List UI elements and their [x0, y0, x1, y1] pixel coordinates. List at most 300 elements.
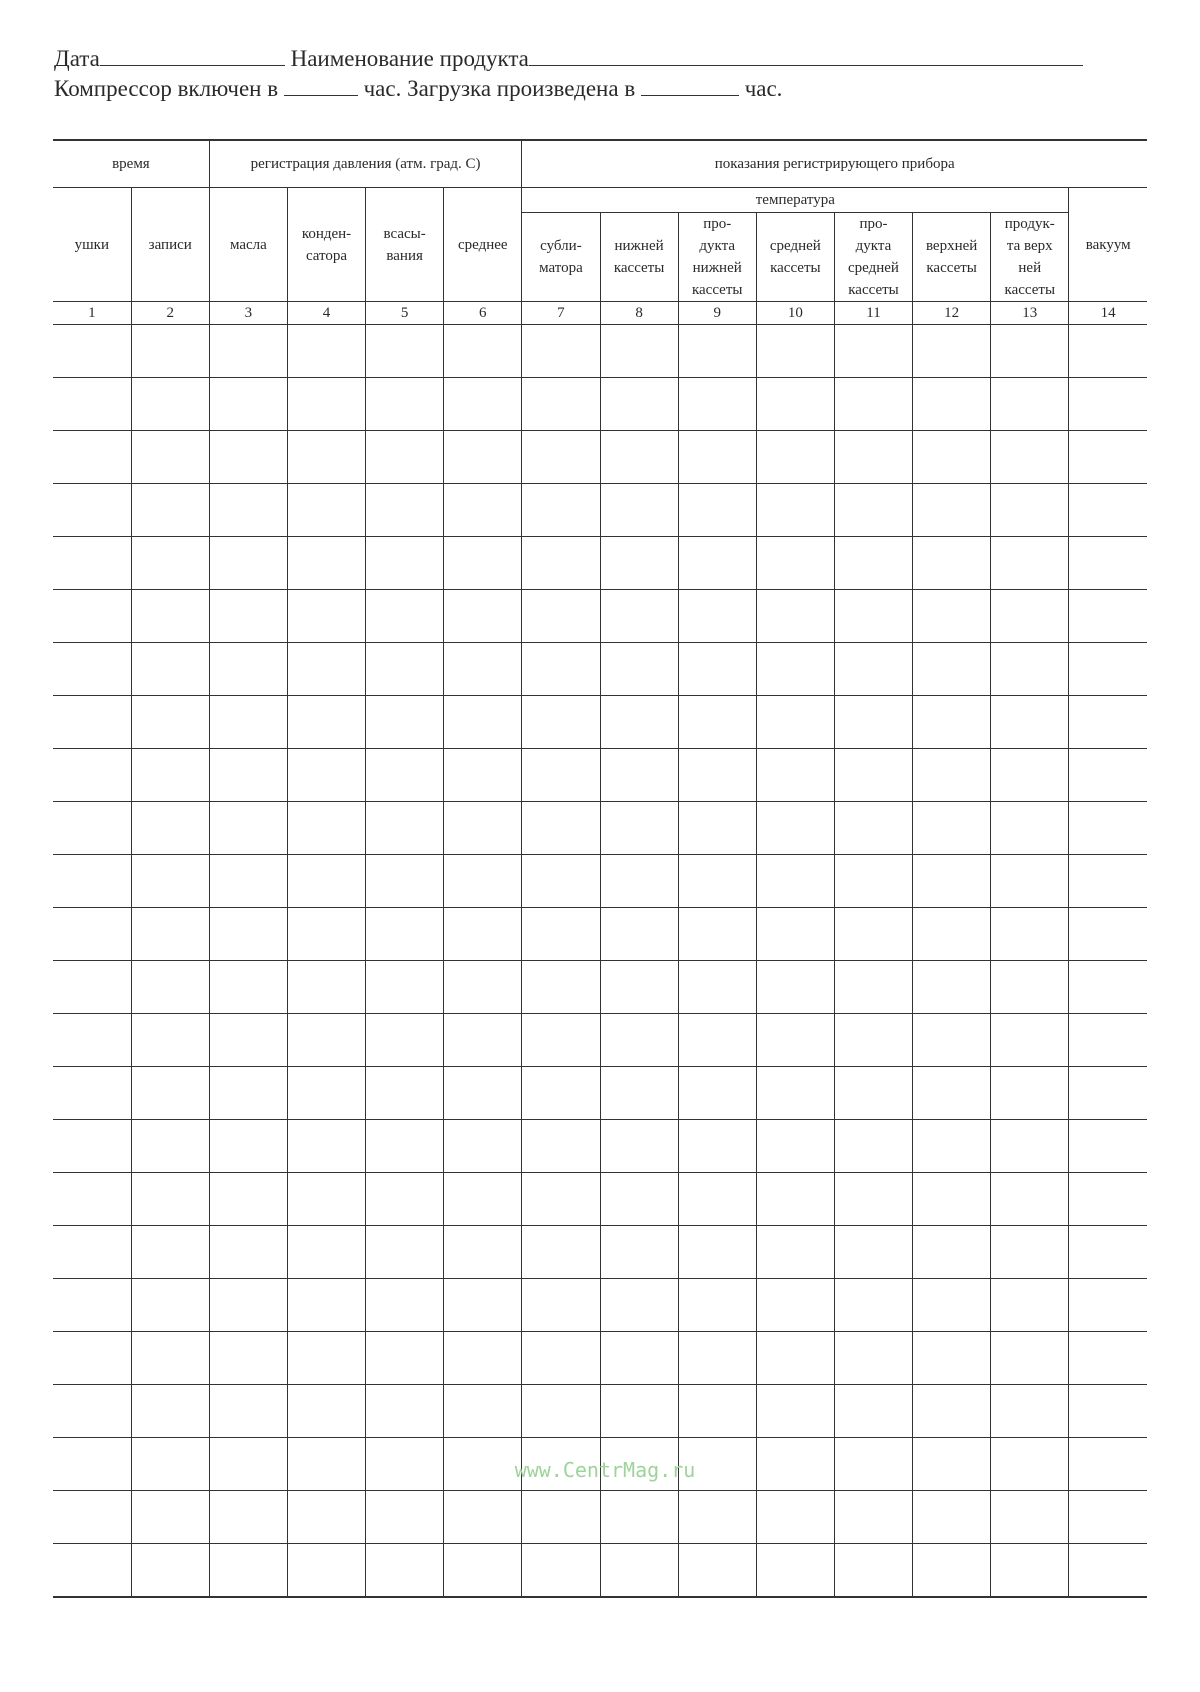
entry-cell[interactable]: [913, 1438, 991, 1491]
entry-cell[interactable]: [991, 325, 1069, 378]
entry-cell[interactable]: [366, 749, 444, 802]
entry-cell[interactable]: [444, 1491, 522, 1544]
entry-cell[interactable]: [366, 590, 444, 643]
entry-cell[interactable]: [522, 484, 600, 537]
entry-cell[interactable]: [522, 855, 600, 908]
entry-cell[interactable]: [991, 961, 1069, 1014]
entry-cell[interactable]: [756, 325, 834, 378]
entry-cell[interactable]: [444, 1067, 522, 1120]
product-blank[interactable]: [529, 45, 1083, 66]
entry-cell[interactable]: [678, 643, 756, 696]
entry-cell[interactable]: [1069, 1067, 1147, 1120]
entry-cell[interactable]: [756, 1014, 834, 1067]
entry-cell[interactable]: [1069, 1491, 1147, 1544]
entry-cell[interactable]: [834, 431, 912, 484]
entry-cell[interactable]: [209, 1014, 287, 1067]
entry-cell[interactable]: [600, 1332, 678, 1385]
entry-cell[interactable]: [1069, 484, 1147, 537]
entry-cell[interactable]: [444, 1120, 522, 1173]
entry-cell[interactable]: [756, 1438, 834, 1491]
entry-cell[interactable]: [600, 1173, 678, 1226]
entry-cell[interactable]: [209, 590, 287, 643]
entry-cell[interactable]: [366, 1014, 444, 1067]
entry-cell[interactable]: [600, 590, 678, 643]
entry-cell[interactable]: [366, 1279, 444, 1332]
entry-cell[interactable]: [991, 1226, 1069, 1279]
entry-cell[interactable]: [53, 749, 131, 802]
entry-cell[interactable]: [678, 1014, 756, 1067]
entry-cell[interactable]: [756, 1385, 834, 1438]
entry-cell[interactable]: [913, 643, 991, 696]
entry-cell[interactable]: [522, 1067, 600, 1120]
entry-cell[interactable]: [1069, 537, 1147, 590]
entry-cell[interactable]: [756, 855, 834, 908]
entry-cell[interactable]: [756, 1544, 834, 1598]
entry-cell[interactable]: [991, 378, 1069, 431]
entry-cell[interactable]: [287, 1491, 365, 1544]
entry-cell[interactable]: [209, 1385, 287, 1438]
entry-cell[interactable]: [834, 802, 912, 855]
entry-cell[interactable]: [991, 1014, 1069, 1067]
entry-cell[interactable]: [287, 484, 365, 537]
entry-cell[interactable]: [209, 1491, 287, 1544]
entry-cell[interactable]: [131, 378, 209, 431]
entry-cell[interactable]: [600, 1067, 678, 1120]
entry-cell[interactable]: [209, 1544, 287, 1598]
entry-cell[interactable]: [991, 643, 1069, 696]
entry-cell[interactable]: [366, 1332, 444, 1385]
entry-cell[interactable]: [444, 1014, 522, 1067]
entry-cell[interactable]: [678, 749, 756, 802]
entry-cell[interactable]: [991, 749, 1069, 802]
entry-cell[interactable]: [522, 590, 600, 643]
entry-cell[interactable]: [834, 1491, 912, 1544]
entry-cell[interactable]: [991, 1120, 1069, 1173]
entry-cell[interactable]: [834, 749, 912, 802]
entry-cell[interactable]: [522, 802, 600, 855]
entry-cell[interactable]: [444, 378, 522, 431]
entry-cell[interactable]: [366, 378, 444, 431]
entry-cell[interactable]: [131, 908, 209, 961]
entry-cell[interactable]: [600, 1014, 678, 1067]
entry-cell[interactable]: [522, 1120, 600, 1173]
entry-cell[interactable]: [131, 1014, 209, 1067]
entry-cell[interactable]: [444, 908, 522, 961]
entry-cell[interactable]: [991, 1438, 1069, 1491]
entry-cell[interactable]: [1069, 643, 1147, 696]
entry-cell[interactable]: [366, 325, 444, 378]
entry-cell[interactable]: [287, 537, 365, 590]
entry-cell[interactable]: [600, 908, 678, 961]
entry-cell[interactable]: [1069, 1438, 1147, 1491]
entry-cell[interactable]: [1069, 855, 1147, 908]
entry-cell[interactable]: [913, 1120, 991, 1173]
entry-cell[interactable]: [444, 749, 522, 802]
entry-cell[interactable]: [913, 1067, 991, 1120]
entry-cell[interactable]: [366, 431, 444, 484]
entry-cell[interactable]: [209, 431, 287, 484]
entry-cell[interactable]: [287, 378, 365, 431]
entry-cell[interactable]: [53, 590, 131, 643]
entry-cell[interactable]: [834, 1014, 912, 1067]
entry-cell[interactable]: [131, 961, 209, 1014]
entry-cell[interactable]: [53, 1120, 131, 1173]
entry-cell[interactable]: [678, 1385, 756, 1438]
entry-cell[interactable]: [678, 537, 756, 590]
entry-cell[interactable]: [600, 749, 678, 802]
entry-cell[interactable]: [131, 1491, 209, 1544]
entry-cell[interactable]: [1069, 908, 1147, 961]
entry-cell[interactable]: [444, 1279, 522, 1332]
entry-cell[interactable]: [678, 1173, 756, 1226]
entry-cell[interactable]: [366, 1067, 444, 1120]
entry-cell[interactable]: [991, 484, 1069, 537]
entry-cell[interactable]: [678, 431, 756, 484]
entry-cell[interactable]: [1069, 1279, 1147, 1332]
entry-cell[interactable]: [287, 802, 365, 855]
entry-cell[interactable]: [913, 325, 991, 378]
entry-cell[interactable]: [53, 1438, 131, 1491]
entry-cell[interactable]: [678, 1120, 756, 1173]
entry-cell[interactable]: [834, 484, 912, 537]
entry-cell[interactable]: [1069, 1385, 1147, 1438]
entry-cell[interactable]: [913, 802, 991, 855]
entry-cell[interactable]: [834, 378, 912, 431]
entry-cell[interactable]: [522, 1173, 600, 1226]
entry-cell[interactable]: [834, 908, 912, 961]
entry-cell[interactable]: [756, 643, 834, 696]
entry-cell[interactable]: [678, 961, 756, 1014]
entry-cell[interactable]: [444, 1332, 522, 1385]
entry-cell[interactable]: [53, 537, 131, 590]
entry-cell[interactable]: [834, 1385, 912, 1438]
entry-cell[interactable]: [444, 325, 522, 378]
entry-cell[interactable]: [913, 590, 991, 643]
entry-cell[interactable]: [287, 1438, 365, 1491]
entry-cell[interactable]: [1069, 1014, 1147, 1067]
entry-cell[interactable]: [53, 1544, 131, 1598]
entry-cell[interactable]: [131, 537, 209, 590]
entry-cell[interactable]: [287, 325, 365, 378]
entry-cell[interactable]: [522, 961, 600, 1014]
entry-cell[interactable]: [366, 1173, 444, 1226]
entry-cell[interactable]: [522, 431, 600, 484]
entry-cell[interactable]: [209, 484, 287, 537]
entry-cell[interactable]: [991, 1385, 1069, 1438]
entry-cell[interactable]: [209, 908, 287, 961]
entry-cell[interactable]: [53, 1014, 131, 1067]
entry-cell[interactable]: [209, 1332, 287, 1385]
entry-cell[interactable]: [522, 908, 600, 961]
entry-cell[interactable]: [913, 855, 991, 908]
entry-cell[interactable]: [913, 1014, 991, 1067]
entry-cell[interactable]: [834, 696, 912, 749]
entry-cell[interactable]: [991, 802, 1069, 855]
entry-cell[interactable]: [756, 1173, 834, 1226]
entry-cell[interactable]: [834, 855, 912, 908]
entry-cell[interactable]: [600, 537, 678, 590]
entry-cell[interactable]: [131, 325, 209, 378]
entry-cell[interactable]: [366, 1438, 444, 1491]
entry-cell[interactable]: [913, 1491, 991, 1544]
entry-cell[interactable]: [913, 537, 991, 590]
entry-cell[interactable]: [366, 855, 444, 908]
entry-cell[interactable]: [53, 961, 131, 1014]
entry-cell[interactable]: [834, 643, 912, 696]
entry-cell[interactable]: [287, 696, 365, 749]
entry-cell[interactable]: [756, 1332, 834, 1385]
entry-cell[interactable]: [444, 802, 522, 855]
entry-cell[interactable]: [131, 1120, 209, 1173]
entry-cell[interactable]: [991, 1332, 1069, 1385]
entry-cell[interactable]: [444, 1173, 522, 1226]
entry-cell[interactable]: [913, 431, 991, 484]
entry-cell[interactable]: [366, 908, 444, 961]
entry-cell[interactable]: [53, 855, 131, 908]
entry-cell[interactable]: [678, 1226, 756, 1279]
entry-cell[interactable]: [991, 537, 1069, 590]
entry-cell[interactable]: [53, 378, 131, 431]
entry-cell[interactable]: [678, 1544, 756, 1598]
entry-cell[interactable]: [756, 1491, 834, 1544]
entry-cell[interactable]: [522, 749, 600, 802]
entry-cell[interactable]: [209, 1279, 287, 1332]
entry-cell[interactable]: [756, 1279, 834, 1332]
entry-cell[interactable]: [53, 1491, 131, 1544]
entry-cell[interactable]: [991, 1544, 1069, 1598]
entry-cell[interactable]: [522, 537, 600, 590]
entry-cell[interactable]: [53, 908, 131, 961]
entry-cell[interactable]: [209, 643, 287, 696]
entry-cell[interactable]: [1069, 696, 1147, 749]
entry-cell[interactable]: [834, 325, 912, 378]
entry-cell[interactable]: [444, 855, 522, 908]
entry-cell[interactable]: [287, 749, 365, 802]
entry-cell[interactable]: [444, 961, 522, 1014]
entry-cell[interactable]: [53, 802, 131, 855]
entry-cell[interactable]: [991, 431, 1069, 484]
entry-cell[interactable]: [600, 1491, 678, 1544]
entry-cell[interactable]: [287, 590, 365, 643]
entry-cell[interactable]: [600, 484, 678, 537]
entry-cell[interactable]: [366, 1544, 444, 1598]
entry-cell[interactable]: [913, 1279, 991, 1332]
entry-cell[interactable]: [287, 431, 365, 484]
entry-cell[interactable]: [444, 537, 522, 590]
entry-cell[interactable]: [522, 325, 600, 378]
entry-cell[interactable]: [756, 1067, 834, 1120]
entry-cell[interactable]: [678, 1332, 756, 1385]
entry-cell[interactable]: [209, 1226, 287, 1279]
entry-cell[interactable]: [834, 1438, 912, 1491]
entry-cell[interactable]: [913, 749, 991, 802]
entry-cell[interactable]: [756, 431, 834, 484]
entry-cell[interactable]: [366, 1491, 444, 1544]
entry-cell[interactable]: [522, 696, 600, 749]
entry-cell[interactable]: [366, 696, 444, 749]
compressor-hour-blank[interactable]: [284, 75, 358, 96]
entry-cell[interactable]: [756, 484, 834, 537]
entry-cell[interactable]: [131, 1332, 209, 1385]
entry-cell[interactable]: [600, 961, 678, 1014]
entry-cell[interactable]: [209, 325, 287, 378]
entry-cell[interactable]: [131, 802, 209, 855]
entry-cell[interactable]: [1069, 1332, 1147, 1385]
entry-cell[interactable]: [913, 1173, 991, 1226]
entry-cell[interactable]: [1069, 1120, 1147, 1173]
entry-cell[interactable]: [600, 643, 678, 696]
entry-cell[interactable]: [834, 1173, 912, 1226]
entry-cell[interactable]: [1069, 378, 1147, 431]
entry-cell[interactable]: [209, 378, 287, 431]
entry-cell[interactable]: [444, 1226, 522, 1279]
entry-cell[interactable]: [756, 961, 834, 1014]
entry-cell[interactable]: [366, 1385, 444, 1438]
entry-cell[interactable]: [131, 484, 209, 537]
entry-cell[interactable]: [1069, 802, 1147, 855]
entry-cell[interactable]: [522, 378, 600, 431]
entry-cell[interactable]: [131, 1385, 209, 1438]
entry-cell[interactable]: [131, 749, 209, 802]
entry-cell[interactable]: [522, 1014, 600, 1067]
entry-cell[interactable]: [53, 696, 131, 749]
entry-cell[interactable]: [756, 908, 834, 961]
entry-cell[interactable]: [600, 1544, 678, 1598]
entry-cell[interactable]: [53, 1226, 131, 1279]
entry-cell[interactable]: [209, 855, 287, 908]
entry-cell[interactable]: [287, 908, 365, 961]
entry-cell[interactable]: [678, 855, 756, 908]
entry-cell[interactable]: [209, 696, 287, 749]
entry-cell[interactable]: [913, 696, 991, 749]
entry-cell[interactable]: [1069, 749, 1147, 802]
entry-cell[interactable]: [834, 1226, 912, 1279]
entry-cell[interactable]: [53, 1332, 131, 1385]
entry-cell[interactable]: [444, 431, 522, 484]
entry-cell[interactable]: [600, 696, 678, 749]
entry-cell[interactable]: [53, 484, 131, 537]
entry-cell[interactable]: [287, 1385, 365, 1438]
entry-cell[interactable]: [1069, 325, 1147, 378]
entry-cell[interactable]: [287, 1014, 365, 1067]
entry-cell[interactable]: [678, 696, 756, 749]
entry-cell[interactable]: [287, 1279, 365, 1332]
entry-cell[interactable]: [991, 1491, 1069, 1544]
entry-cell[interactable]: [287, 1544, 365, 1598]
entry-cell[interactable]: [600, 431, 678, 484]
entry-cell[interactable]: [287, 1120, 365, 1173]
entry-cell[interactable]: [913, 484, 991, 537]
entry-cell[interactable]: [913, 1226, 991, 1279]
entry-cell[interactable]: [522, 1226, 600, 1279]
entry-cell[interactable]: [600, 1226, 678, 1279]
entry-cell[interactable]: [522, 1491, 600, 1544]
entry-cell[interactable]: [131, 1279, 209, 1332]
entry-cell[interactable]: [991, 590, 1069, 643]
entry-cell[interactable]: [287, 1067, 365, 1120]
entry-cell[interactable]: [1069, 1226, 1147, 1279]
entry-cell[interactable]: [834, 1120, 912, 1173]
entry-cell[interactable]: [131, 855, 209, 908]
entry-cell[interactable]: [287, 1332, 365, 1385]
entry-cell[interactable]: [131, 1544, 209, 1598]
entry-cell[interactable]: [756, 378, 834, 431]
entry-cell[interactable]: [366, 643, 444, 696]
entry-cell[interactable]: [209, 1120, 287, 1173]
entry-cell[interactable]: [834, 1544, 912, 1598]
entry-cell[interactable]: [834, 537, 912, 590]
entry-cell[interactable]: [913, 961, 991, 1014]
entry-cell[interactable]: [913, 1544, 991, 1598]
entry-cell[interactable]: [600, 855, 678, 908]
entry-cell[interactable]: [600, 802, 678, 855]
entry-cell[interactable]: [991, 908, 1069, 961]
entry-cell[interactable]: [366, 961, 444, 1014]
entry-cell[interactable]: [678, 590, 756, 643]
entry-cell[interactable]: [834, 1332, 912, 1385]
entry-cell[interactable]: [991, 1067, 1069, 1120]
entry-cell[interactable]: [600, 1120, 678, 1173]
entry-cell[interactable]: [678, 484, 756, 537]
entry-cell[interactable]: [287, 643, 365, 696]
entry-cell[interactable]: [1069, 1173, 1147, 1226]
entry-cell[interactable]: [600, 325, 678, 378]
entry-cell[interactable]: [53, 431, 131, 484]
entry-cell[interactable]: [991, 696, 1069, 749]
entry-cell[interactable]: [53, 643, 131, 696]
entry-cell[interactable]: [678, 325, 756, 378]
entry-cell[interactable]: [287, 961, 365, 1014]
entry-cell[interactable]: [366, 537, 444, 590]
entry-cell[interactable]: [53, 325, 131, 378]
entry-cell[interactable]: [756, 696, 834, 749]
entry-cell[interactable]: [756, 1226, 834, 1279]
entry-cell[interactable]: [366, 802, 444, 855]
entry-cell[interactable]: [1069, 961, 1147, 1014]
entry-cell[interactable]: [1069, 431, 1147, 484]
entry-cell[interactable]: [522, 1385, 600, 1438]
entry-cell[interactable]: [913, 1385, 991, 1438]
entry-cell[interactable]: [834, 1279, 912, 1332]
entry-cell[interactable]: [678, 802, 756, 855]
entry-cell[interactable]: [1069, 590, 1147, 643]
entry-cell[interactable]: [53, 1385, 131, 1438]
entry-cell[interactable]: [444, 696, 522, 749]
entry-cell[interactable]: [834, 1067, 912, 1120]
entry-cell[interactable]: [913, 908, 991, 961]
entry-cell[interactable]: [522, 1544, 600, 1598]
entry-cell[interactable]: [131, 590, 209, 643]
entry-cell[interactable]: [366, 1120, 444, 1173]
entry-cell[interactable]: [522, 1279, 600, 1332]
entry-cell[interactable]: [756, 537, 834, 590]
entry-cell[interactable]: [834, 961, 912, 1014]
entry-cell[interactable]: [444, 1385, 522, 1438]
entry-cell[interactable]: [287, 855, 365, 908]
entry-cell[interactable]: [444, 590, 522, 643]
entry-cell[interactable]: [834, 590, 912, 643]
load-hour-blank[interactable]: [641, 75, 739, 96]
entry-cell[interactable]: [522, 1332, 600, 1385]
entry-cell[interactable]: [131, 1067, 209, 1120]
entry-cell[interactable]: [209, 1067, 287, 1120]
entry-cell[interactable]: [678, 908, 756, 961]
entry-cell[interactable]: [444, 484, 522, 537]
entry-cell[interactable]: [600, 378, 678, 431]
entry-cell[interactable]: [678, 378, 756, 431]
entry-cell[interactable]: [209, 537, 287, 590]
entry-cell[interactable]: [366, 484, 444, 537]
